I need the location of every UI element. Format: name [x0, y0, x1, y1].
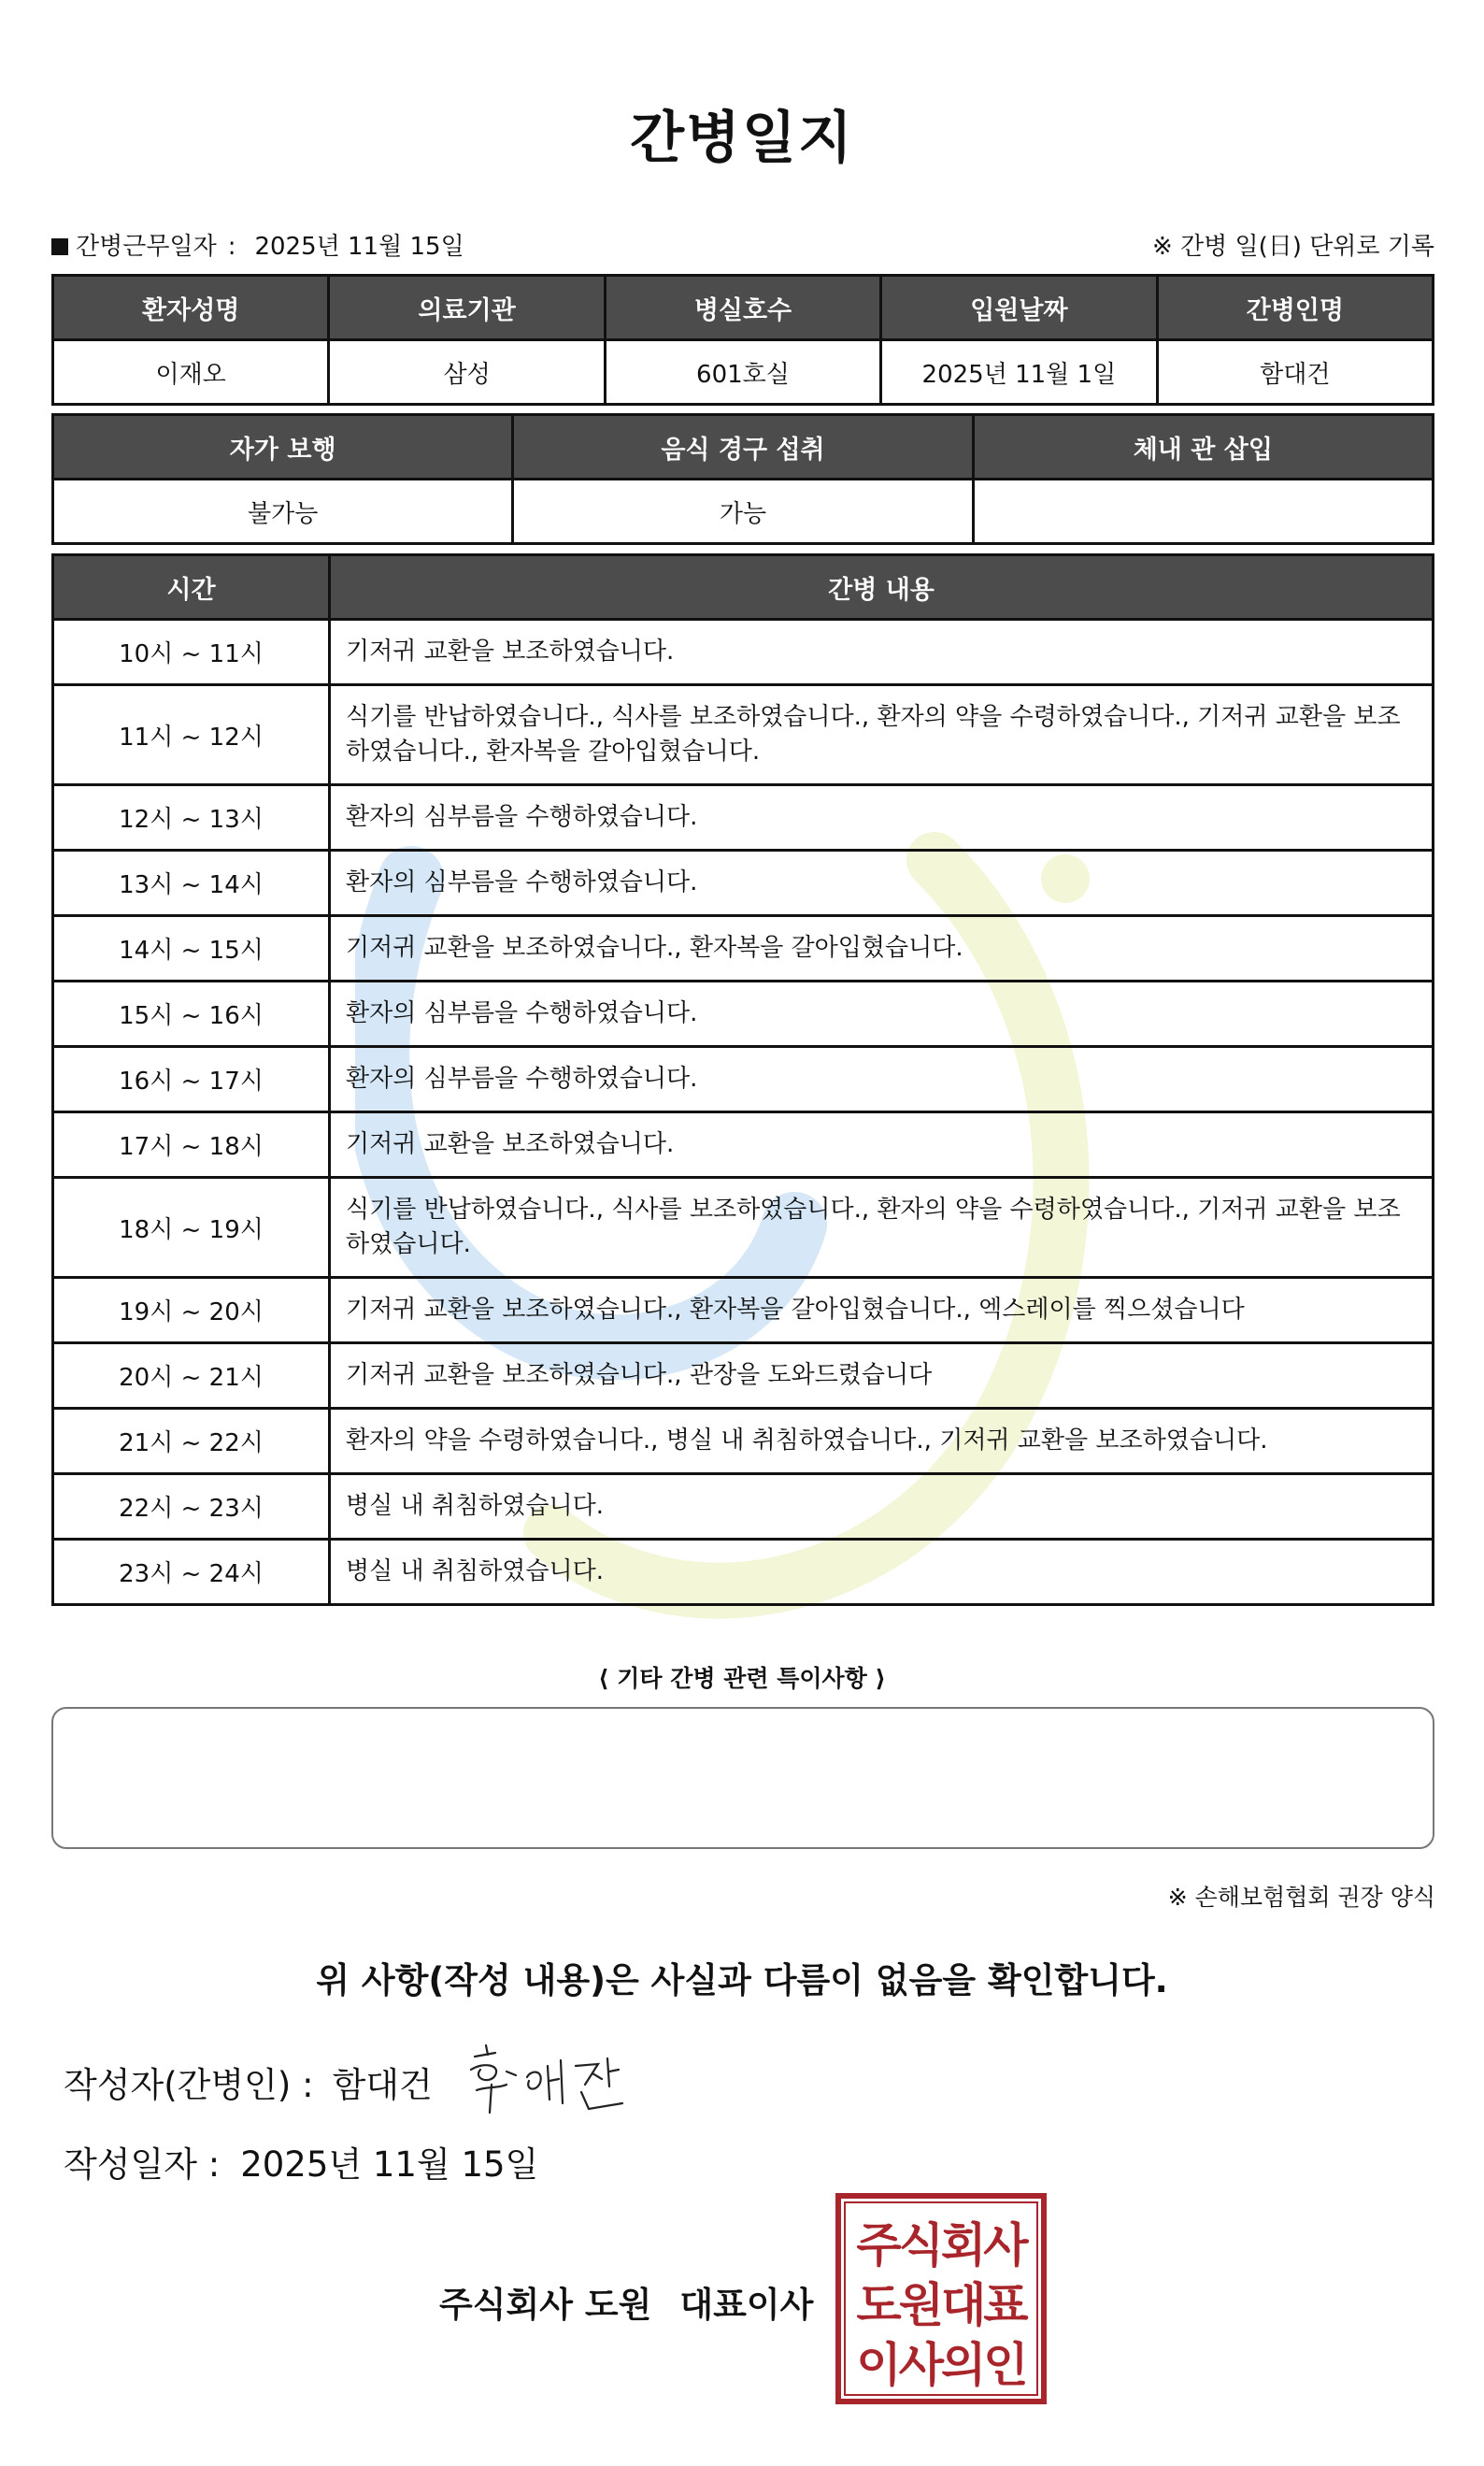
company-seal-stamp — [835, 2192, 1048, 2405]
hospital-value: 삼성 — [329, 340, 605, 405]
time-cell: 22시 ~ 23시 — [53, 1474, 330, 1540]
patient-status-header-row — [53, 415, 1434, 480]
table-row — [53, 916, 1434, 982]
company-name: 주식회사 도원 — [439, 2285, 652, 2325]
table-row — [53, 1178, 1434, 1278]
content-cell: 환자의 심부름을 수행하였습니다. — [330, 785, 1434, 851]
table-row — [53, 1112, 1434, 1178]
document-title: 간병일지 — [630, 106, 854, 171]
content-cell: 식기를 반납하였습니다., 식사를 보조하였습니다., 환자의 약을 수령하였습니다., 기저귀 교환을 보조하였습니다. — [330, 1178, 1434, 1278]
content-cell: 병실 내 취침하였습니다. — [330, 1540, 1434, 1605]
care-content-header: 간병 내용 — [330, 555, 1434, 620]
content-cell: 환자의 심부름을 수행하였습니다. — [330, 851, 1434, 916]
table-row — [53, 982, 1434, 1047]
admission-date-value: 2025년 11월 1일 — [881, 340, 1157, 405]
content-cell: 식기를 반납하였습니다., 식사를 보조하였습니다., 환자의 약을 수령하였습니다., 기저귀 교환을 보조하였습니다., 환자복을 갈아입혔습니다. — [330, 685, 1434, 785]
hospital-header: 의료기관 — [329, 276, 605, 340]
writer-label: 작성자(간병인) : — [64, 2065, 314, 2105]
time-cell: 12시 ~ 13시 — [53, 785, 330, 851]
svg-text:도원대표: 도원대표 — [856, 2278, 1026, 2332]
table-row — [53, 1474, 1434, 1540]
table-row — [53, 685, 1434, 785]
time-cell: 20시 ~ 21시 — [53, 1343, 330, 1409]
writer-line — [64, 2057, 433, 2107]
time-cell: 17시 ~ 18시 — [53, 1112, 330, 1178]
content-cell: 환자의 심부름을 수행하였습니다. — [330, 982, 1434, 1047]
unit-note: ※ 간병 일(日) 단위로 기록 — [1151, 233, 1434, 261]
patient-name-header: 환자성명 — [53, 276, 329, 340]
time-cell: 16시 ~ 17시 — [53, 1047, 330, 1112]
svg-text:주식회사: 주식회사 — [856, 2218, 1026, 2272]
written-date-label: 작성일자 : — [64, 2144, 221, 2185]
writer-name: 함대건 — [332, 2065, 433, 2105]
content-cell: 기저귀 교환을 보조하였습니다., 환자복을 갈아입혔습니다., 엑스레이를 찍으셨습니다 — [330, 1278, 1434, 1343]
company-line — [439, 2276, 813, 2327]
table-row — [53, 1540, 1434, 1605]
tube-insertion-header: 체내 관 삽입 — [973, 415, 1433, 480]
time-cell: 21시 ~ 22시 — [53, 1409, 330, 1474]
square-bullet-icon — [51, 238, 68, 255]
representative-title: 대표이사 — [679, 2285, 814, 2325]
written-date-value: 2025년 11월 15일 — [240, 2144, 539, 2185]
written-date-line — [64, 2136, 538, 2186]
work-date-label: 간병근무일자 — [76, 233, 217, 261]
time-cell: 23시 ~ 24시 — [53, 1540, 330, 1605]
oral-intake-value: 가능 — [513, 480, 973, 544]
caregiver-value: 함대건 — [1157, 340, 1433, 405]
table-row — [53, 1343, 1434, 1409]
table-row — [53, 1047, 1434, 1112]
self-walking-value: 불가능 — [53, 480, 513, 544]
time-cell: 18시 ~ 19시 — [53, 1178, 330, 1278]
handwritten-signature — [458, 2038, 645, 2122]
table-row — [53, 851, 1434, 916]
patient-info-value-row — [53, 340, 1434, 405]
content-cell: 기저귀 교환을 보조하였습니다., 관장을 도와드렸습니다 — [330, 1343, 1434, 1409]
content-cell: 환자의 약을 수령하였습니다., 병실 내 취침하였습니다., 기저귀 교환을 보조하였습니다. — [330, 1409, 1434, 1474]
table-row — [53, 1278, 1434, 1343]
admission-date-header: 입원날짜 — [881, 276, 1157, 340]
content-cell: 병실 내 취침하였습니다. — [330, 1474, 1434, 1540]
table-row — [53, 785, 1434, 851]
time-cell: 13시 ~ 14시 — [53, 851, 330, 916]
time-header: 시간 — [53, 555, 330, 620]
patient-info-header-row — [53, 276, 1434, 340]
special-notes-box[interactable] — [51, 1707, 1434, 1849]
content-cell: 기저귀 교환을 보조하였습니다. — [330, 1112, 1434, 1178]
content-cell: 기저귀 교환을 보조하였습니다., 환자복을 갈아입혔습니다. — [330, 916, 1434, 982]
care-log-table — [51, 553, 1434, 1606]
oral-intake-header: 음식 경구 섭취 — [513, 415, 973, 480]
table-row — [53, 620, 1434, 685]
recommendation-note: ※ 손해보험협회 권장 양식 — [1167, 1884, 1435, 1911]
self-walking-header: 자가 보행 — [53, 415, 513, 480]
content-cell: 기저귀 교환을 보조하였습니다. — [330, 620, 1434, 685]
patient-status-table — [51, 413, 1434, 545]
room-header: 병실호수 — [605, 276, 880, 340]
special-notes-title: ⟨ 기타 간병 관련 특이사항 ⟩ — [598, 1665, 886, 1692]
caregiver-header: 간병인명 — [1157, 276, 1433, 340]
confirmation-statement: 위 사항(작성 내용)은 사실과 다름이 없음을 확인합니다. — [316, 1960, 1168, 2000]
time-cell: 11시 ~ 12시 — [53, 685, 330, 785]
content-cell: 환자의 심부름을 수행하였습니다. — [330, 1047, 1434, 1112]
patient-info-table — [51, 274, 1434, 406]
patient-status-value-row — [53, 480, 1434, 544]
work-date — [51, 227, 464, 262]
work-date-row — [51, 227, 1434, 259]
time-cell: 10시 ~ 11시 — [53, 620, 330, 685]
svg-text:이사의인: 이사의인 — [856, 2338, 1026, 2392]
work-date-value: 2025년 11월 15일 — [254, 233, 464, 261]
patient-name-value: 이재오 — [53, 340, 329, 405]
room-value: 601호실 — [605, 340, 880, 405]
time-cell: 15시 ~ 16시 — [53, 982, 330, 1047]
time-cell: 19시 ~ 20시 — [53, 1278, 330, 1343]
tube-insertion-value — [973, 480, 1433, 544]
time-cell: 14시 ~ 15시 — [53, 916, 330, 982]
work-date-separator: : — [227, 233, 236, 261]
care-log-header-row — [53, 555, 1434, 620]
table-row — [53, 1409, 1434, 1474]
